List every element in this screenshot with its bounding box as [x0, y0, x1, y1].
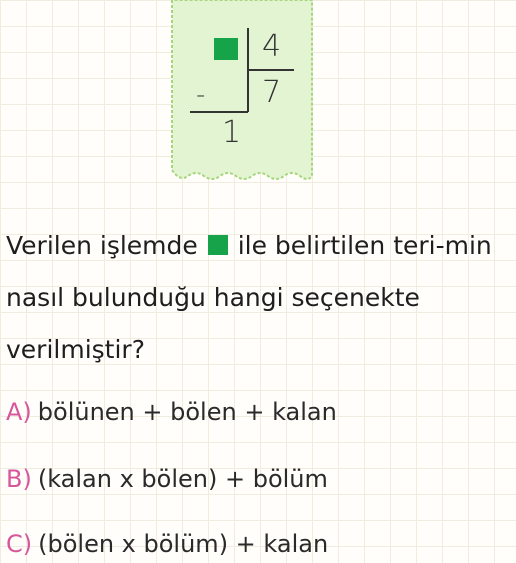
option-b-letter: B) — [6, 465, 32, 493]
question-text — [6, 220, 516, 376]
divisor: 4 — [262, 29, 282, 64]
option-c-letter: C) — [6, 530, 33, 558]
marker-square-icon — [208, 235, 228, 255]
card-frame — [170, 0, 314, 190]
option-b-text: (kalan x bölen) + bölüm — [37, 465, 328, 493]
option-a[interactable] — [6, 398, 337, 426]
quotient: 7 — [262, 75, 282, 110]
option-a-letter: A) — [6, 398, 32, 426]
unknown-dividend-marker — [214, 38, 238, 60]
minus-sign: - — [196, 80, 206, 110]
option-c-text: (bölen x bölüm) + kalan — [38, 530, 329, 558]
question-part-1: Verilen işlemde — [6, 231, 198, 260]
question-part-2: ile belirtilen teri-min nasıl bulunduğu hangi seçenekte verilmiştir? — [6, 231, 492, 364]
division-card — [170, 0, 314, 190]
remainder: 1 — [222, 115, 242, 150]
option-a-text: bölünen + bölen + kalan — [37, 398, 337, 426]
option-c[interactable] — [6, 530, 328, 558]
option-b[interactable] — [6, 465, 328, 493]
